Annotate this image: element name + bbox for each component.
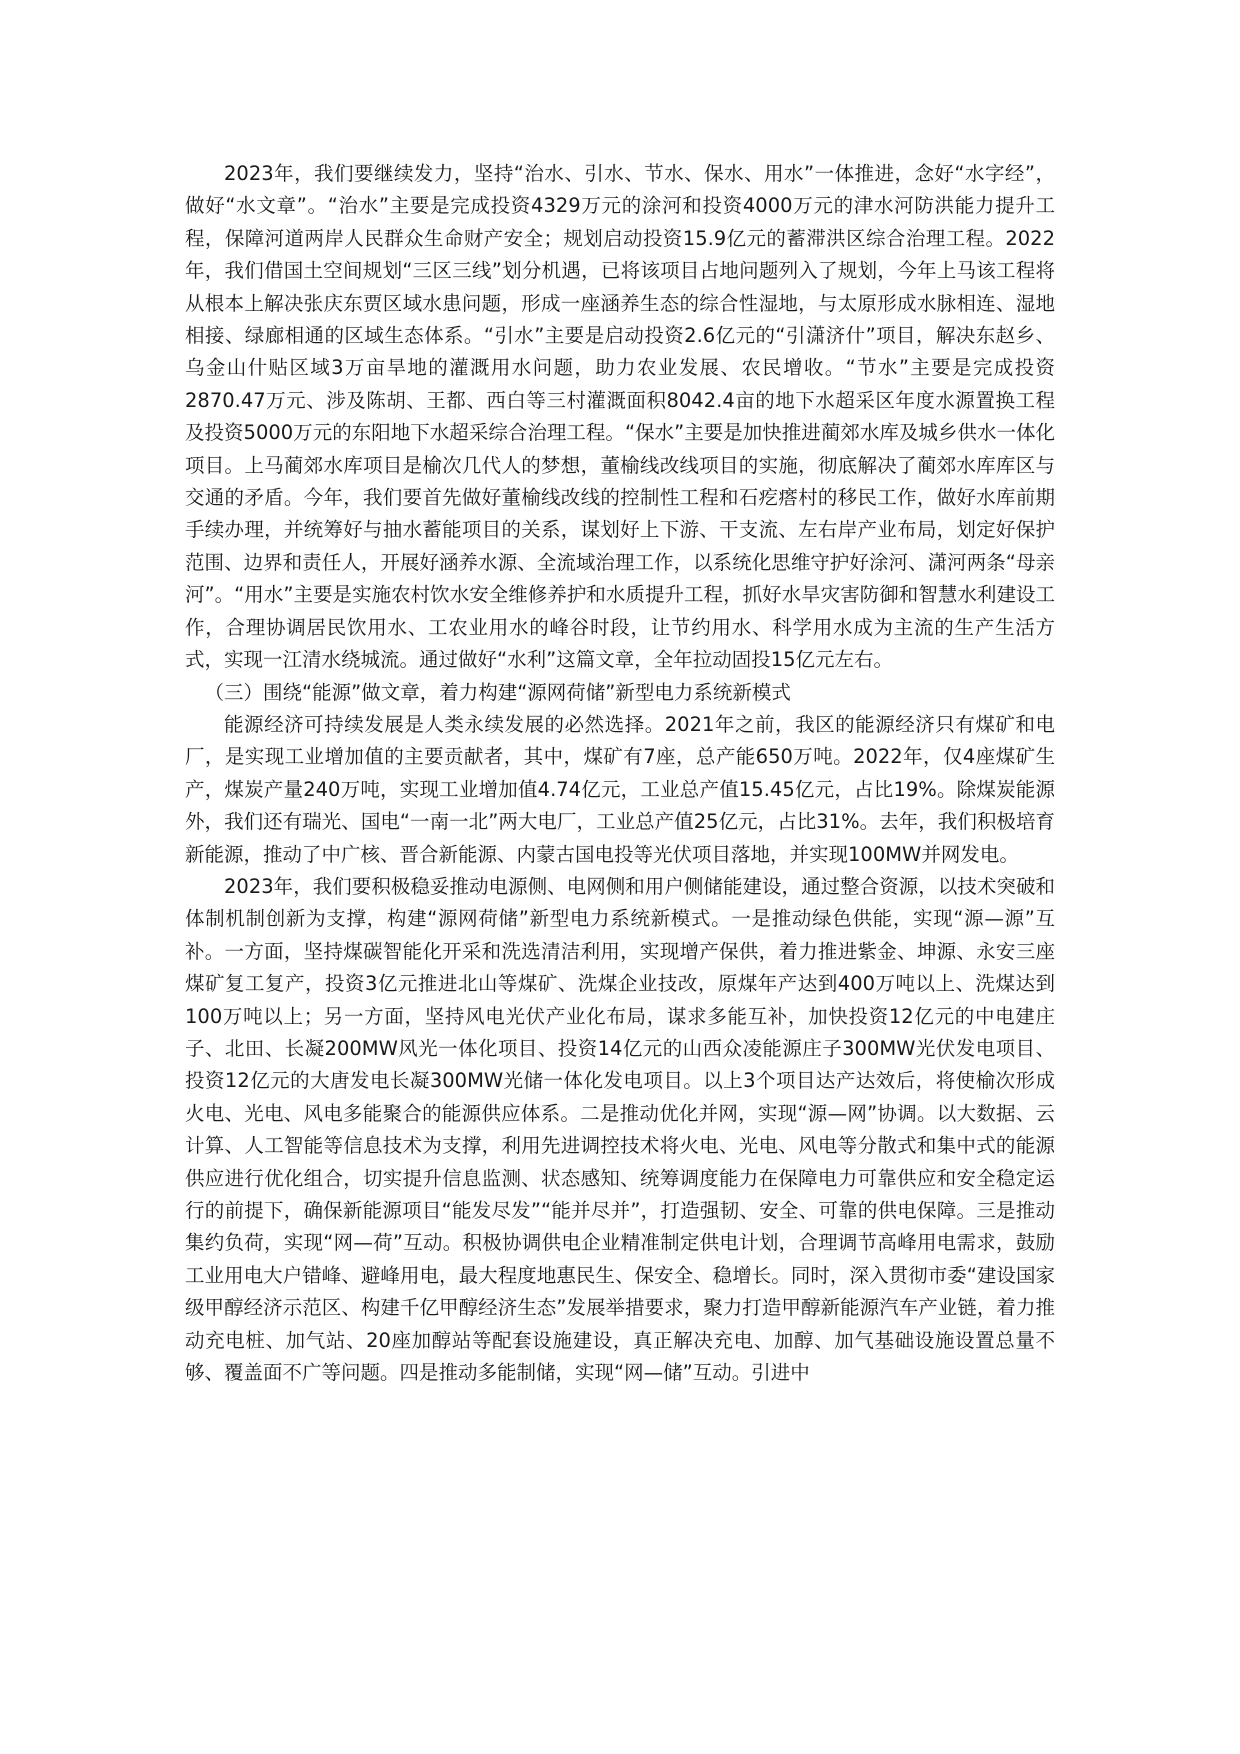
section-heading-energy: （三）围绕“能源”做文章，着力构建“源网荷储”新型电力系统新模式	[204, 680, 791, 704]
paragraph-energy-plan: 2023年，我们要积极稳妥推动电源侧、电网侧和用户侧储能建设，通过整合资源，以技术突破和体制机制创新为支撑，构建“源网荷储”新型电力系统新模式。一是推动绿色供能，实现“源—源”互补。一方面，坚持煤碳智能化开采和洗选清洁利用，实现增产保供，着力推进紫金、坤源、永安三座煤矿复工复产，投资3亿元推进北山等煤矿、洗煤企业技改，原煤年产达到400万吨以上、洗煤达到100万吨以上；另一方面，坚持风电光伏产业化布局，谋求多能互补，加快投资12亿元的中电建庄子、北田、长凝200MW风光一体化项目、投资14亿元的山西众凌能源庄子300MW光伏发电项目、投资12亿元的大唐发电长凝300MW光储一体化发电项目。以上3个项目达产达效后，将使榆次形成火电、光电、风电多能聚合的能源供应体系。二是推动优化并网，实现“源—网”协调。以大数据、云计算、人工智能等信息技术为支撑，利用先进调控技术将火电、光电、风电等分散式和集中式的能源供应进行优化组合，切实提升信息监测、状态感知、统筹调度能力在保障电力可靠供应和安全稳定运行的前提下，确保新能源项目“能发尽发”“能并尽并”，打造强韧、安全、可靠的供电保障。三是推动集约负荷，实现“网—荷”互动。积极协调供电企业精准制定供电计划，合理调节高峰用电需求，鼓励工业用电大户错峰、避峰用电，最大程度地惠民生、保安全、稳增长。同时，深入贯彻市委“建设国家级甲醇经济示范区、构建千亿甲醇经济生态”发展举措要求，聚力打造甲醇新能源汽车产业链，着力推动充电桩、加气站、20座加醇站等配套设施建设，真正解决充电、加醇、加气基础设施设置总量不够、覆盖面不广等问题。四是推动多能制储，实现“网—储”互动。引进中	[185, 874, 1055, 1385]
document-page	[185, 158, 1055, 1389]
paragraph-energy-overview: 能源经济可持续发展是人类永续发展的必然选择。2021年之前，我区的能源经济只有煤矿和电厂，是实现工业增加值的主要贡献者，其中，煤矿有7座，总产能650万吨。2022年，仅4座煤矿生产，煤炭产量240万吨，实现工业增加值4.74亿元，工业总产值15.45亿元，占比19%。除煤炭能源外，我们还有瑞光、国电“一南一北”两大电厂，工业总产值25亿元，占比31%。去年，我们积极培育新能源，推动了中广核、晋合新能源、内蒙古国电投等光伏项目落地，并实现100MW并网发电。	[185, 712, 1055, 866]
paragraph-water-projects: 2023年，我们要继续发力，坚持“治水、引水、节水、保水、用水”一体推进，念好“水字经”，做好“水文章”。“治水”主要是完成投资4329万元的涂河和投资4000万元的津水河防洪能力提升工程，保障河道两岸人民群众生命财产安全；规划启动投资15.9亿元的蓄滞洪区综合治理工程。2022年，我们借国土空间规划“三区三线”划分机遇，已将该项目占地问题列入了规划，今年上马该工程将从根本上解决张庆东贾区域水患问题，形成一座涵养生态的综合性湿地，与太原形成水脉相连、湿地相接、绿廊相通的区域生态体系。“引水”主要是启动投资2.6亿元的“引潇济什”项目，解决东赵乡、乌金山什贴区域3万亩旱地的灌溉用水问题，助力农业发展、农民增收。“节水”主要是完成投资2870.47万元、涉及陈胡、王都、西白等三村灌溉面积8042.4亩的地下水超采区年度水源置换工程及投资5000万元的东阳地下水超采综合治理工程。“保水”主要是加快推进蔺郊水库及城乡供水一体化项目。上马蔺郊水库项目是榆次几代人的梦想，董榆线改线项目的实施，彻底解决了蔺郊水库库区与交通的矛盾。今年，我们要首先做好董榆线改线的控制性工程和石疙瘩村的移民工作，做好水库前期手续办理，并统筹好与抽水蓄能项目的关系，谋划好上下游、干支流、左右岸产业布局，划定好保护范围、边界和责任人，开展好涵养水源、全流域治理工作，以系统化思维守护好涂河、潇河两条“母亲河”。“用水”主要是实施农村饮水安全维修养护和水质提升工程，抓好水旱灾害防御和智慧水利建设工作，合理协调居民饮用水、工农业用水的峰谷时段，让节约用水、科学用水成为主流的生产生活方式，实现一江清水绕城流。通过做好“水利”这篇文章，全年拉动固投15亿元左右。	[185, 162, 1055, 672]
